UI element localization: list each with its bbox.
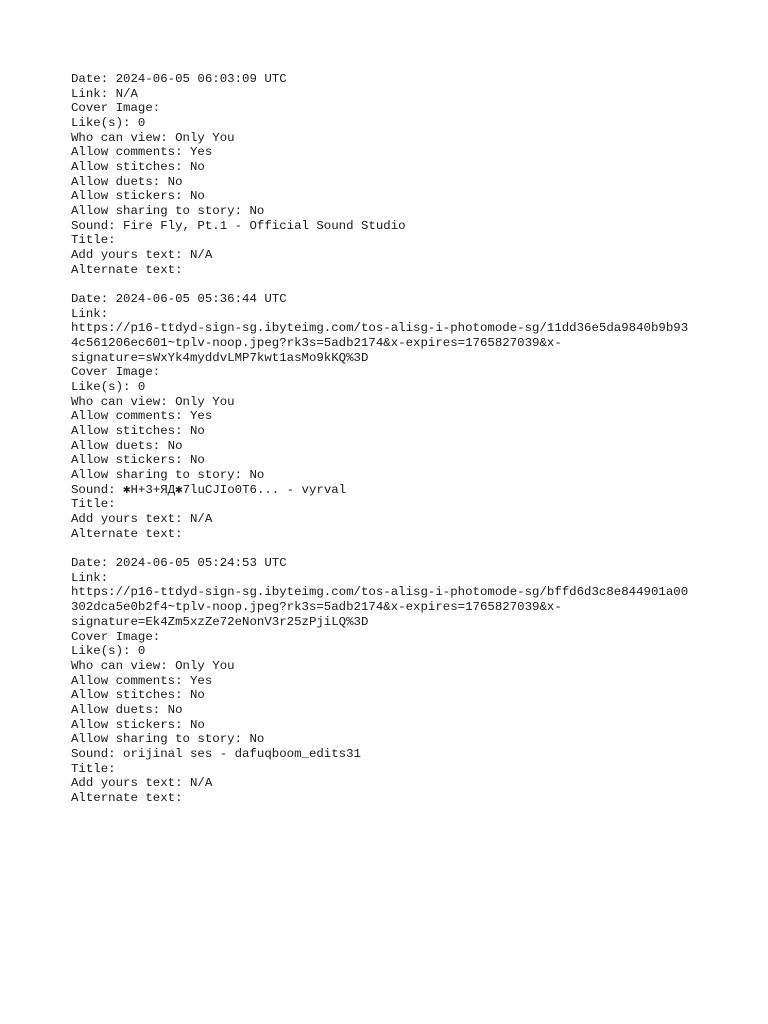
- link-url-line: https://p16-ttdyd-sign-sg.ibyteimg.com/tos-alisg-i-photomode-sg/bffd6d3c8e844901a00: [71, 585, 689, 600]
- date-line: Date: 2024-06-05 06:03:09 UTC: [71, 72, 287, 86]
- allow-duets-line: Allow duets: No: [71, 174, 183, 189]
- allow-stitches-line: Allow stitches: No: [71, 160, 205, 175]
- who-can-view-line: Who can view: Only You: [71, 658, 235, 673]
- allow-comments-line: Allow comments: Yes: [71, 673, 213, 688]
- link-url-line: 4c561206ec601~tplv-noop.jpeg?rk3s=5adb2174&x-expires=1765827039&x-: [71, 336, 562, 351]
- sound-line: Sound: ✱H+3+ЯД✱7luCJIo0T6... - vyrval: [71, 482, 347, 497]
- allow-sharing-to-story-line: Allow sharing to story: No: [71, 204, 265, 219]
- allow-duets-line: Allow duets: No: [71, 702, 183, 717]
- alternate-text-line: Alternate text:: [71, 526, 183, 541]
- add-yours-text-line: Add yours text: N/A: [71, 512, 213, 527]
- cover-image-line: Cover Image:: [71, 101, 161, 116]
- add-yours-text-line: Add yours text: N/A: [71, 776, 213, 791]
- title-line: Title:: [71, 233, 116, 248]
- cover-image-line: Cover Image:: [71, 365, 161, 380]
- title-line: Title:: [71, 497, 116, 512]
- likes-line: Like(s): 0: [71, 380, 146, 395]
- document-page: [71, 72, 731, 806]
- sound-line: Sound: orijinal ses - dafuqboom_edits31: [71, 746, 361, 761]
- allow-sharing-to-story-line: Allow sharing to story: No: [71, 732, 265, 747]
- who-can-view-line: Who can view: Only You: [71, 394, 235, 409]
- allow-stitches-line: Allow stitches: No: [71, 688, 205, 703]
- link-line: Link: N/A: [71, 86, 138, 101]
- date-line: Date: 2024-06-05 05:36:44 UTC: [71, 292, 287, 307]
- who-can-view-line: Who can view: Only You: [71, 130, 235, 145]
- allow-stickers-line: Allow stickers: No: [71, 717, 205, 732]
- allow-duets-line: Allow duets: No: [71, 438, 183, 453]
- title-line: Title:: [71, 761, 116, 776]
- likes-line: Like(s): 0: [71, 116, 146, 131]
- link-url-line: signature=sWxYk4myddvLMP7kwt1asMo9kKQ%3D: [71, 350, 369, 365]
- allow-comments-line: Allow comments: Yes: [71, 145, 213, 160]
- date-line: Date: 2024-06-05 05:24:53 UTC: [71, 556, 287, 571]
- alternate-text-line: Alternate text:: [71, 262, 183, 277]
- cover-image-line: Cover Image:: [71, 629, 161, 644]
- link-url-line: 302dca5e0b2f4~tplv-noop.jpeg?rk3s=5adb2174&x-expires=1765827039&x-: [71, 600, 562, 615]
- allow-stitches-line: Allow stitches: No: [71, 424, 205, 439]
- link-url-line: https://p16-ttdyd-sign-sg.ibyteimg.com/tos-alisg-i-photomode-sg/11dd36e5da9840b9b93: [71, 321, 689, 336]
- post-entry: [71, 556, 731, 805]
- link-line: Link:: [71, 306, 109, 321]
- add-yours-text-line: Add yours text: N/A: [71, 248, 213, 263]
- link-line: Link:: [71, 570, 109, 585]
- allow-comments-line: Allow comments: Yes: [71, 409, 213, 424]
- alternate-text-line: Alternate text:: [71, 790, 183, 805]
- allow-stickers-line: Allow stickers: No: [71, 189, 205, 204]
- post-entry: [71, 292, 731, 541]
- link-url-line: signature=Ek4Zm5xzZe72eNonV3r25zPjiLQ%3D: [71, 614, 369, 629]
- likes-line: Like(s): 0: [71, 644, 146, 659]
- post-entry: [71, 72, 731, 277]
- sound-line: Sound: Fire Fly, Pt.1 - Official Sound Studio: [71, 218, 406, 233]
- allow-stickers-line: Allow stickers: No: [71, 453, 205, 468]
- allow-sharing-to-story-line: Allow sharing to story: No: [71, 468, 265, 483]
